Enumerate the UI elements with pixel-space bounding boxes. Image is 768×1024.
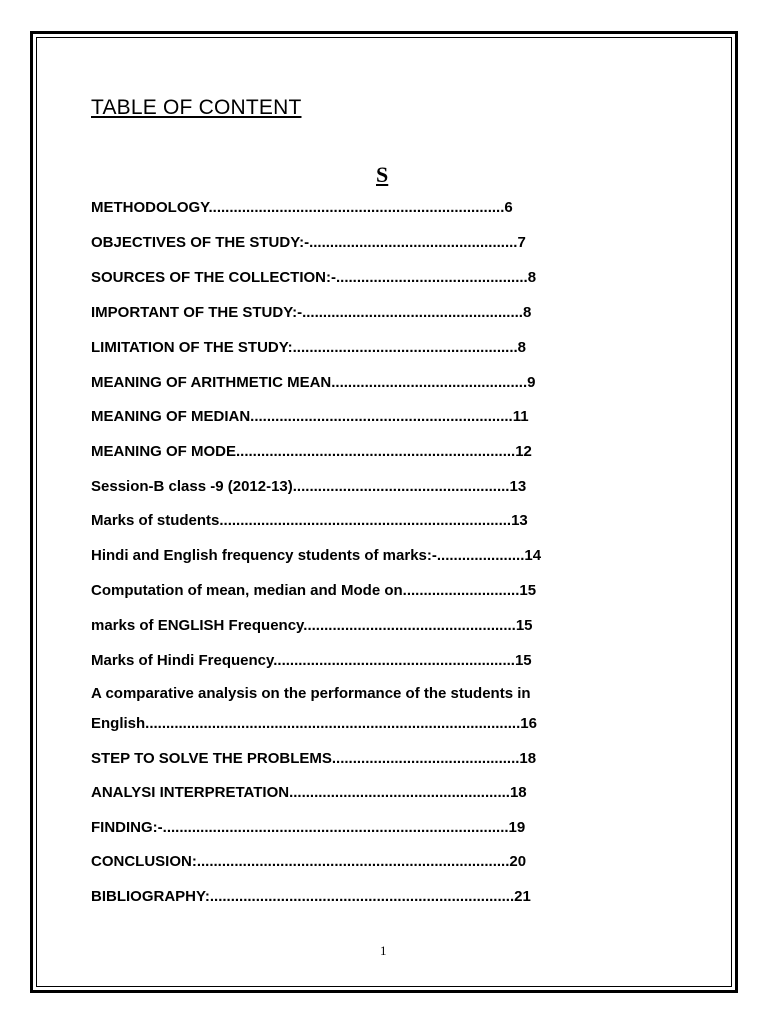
toc-entry-important: IMPORTANT OF THE STUDY:-.....................................................8 — [91, 304, 532, 321]
toc-entry-bibliography: BIBLIOGRAPHY:.........................................................................21 — [91, 888, 531, 905]
toc-entry-limitation: LIMITATION OF THE STUDY:......................................................8 — [91, 339, 527, 356]
toc-entry-objectives: OBJECTIVES OF THE STUDY:-..................................................7 — [91, 234, 526, 251]
toc-entry-session: Session-B class -9 (2012-13)....................................................13 — [91, 478, 527, 495]
toc-entry-marks-students: Marks of students......................................................................13 — [91, 512, 528, 529]
toc-entry-step-to-solve: STEP TO SOLVE THE PROBLEMS.............................................18 — [91, 750, 537, 767]
toc-entry-computation: Computation of mean, median and Mode on............................15 — [91, 582, 537, 599]
toc-title: TABLE OF CONTENT — [91, 96, 302, 119]
toc-entry-hindi-english-frequency: Hindi and English frequency students of marks:-.....................14 — [91, 547, 542, 564]
toc-entry-hindi-frequency: Marks of Hindi Frequency..........................................................15 — [91, 652, 532, 669]
toc-entry-mode: MEANING OF MODE...................................................................12 — [91, 443, 532, 460]
toc-entry-finding: FINDING:-...................................................................................19 — [91, 819, 526, 836]
toc-entry-comparative-analysis: A comparative analysis on the performance of the students in English..........................................................................................16 — [91, 685, 537, 732]
toc-entry-median: MEANING OF MEDIAN...............................................................11 — [91, 408, 529, 425]
toc-entry-methodology: METHODOLOGY.......................................................................6 — [91, 199, 513, 216]
toc-entry-arithmetic-mean: MEANING OF ARITHMETIC MEAN...............................................9 — [91, 374, 536, 391]
toc-entry-english-frequency: marks of ENGLISH Frequency...................................................15 — [91, 617, 533, 634]
toc-title-suffix: S — [376, 162, 389, 187]
toc-entry-analysis: ANALYSI INTERPRETATION.....................................................18 — [91, 784, 527, 801]
page-number: 1 — [380, 943, 387, 958]
toc-entry-conclusion: CONCLUSION:...........................................................................20 — [91, 853, 527, 870]
toc-entry-sources: SOURCES OF THE COLLECTION:-..............................................8 — [91, 269, 537, 286]
